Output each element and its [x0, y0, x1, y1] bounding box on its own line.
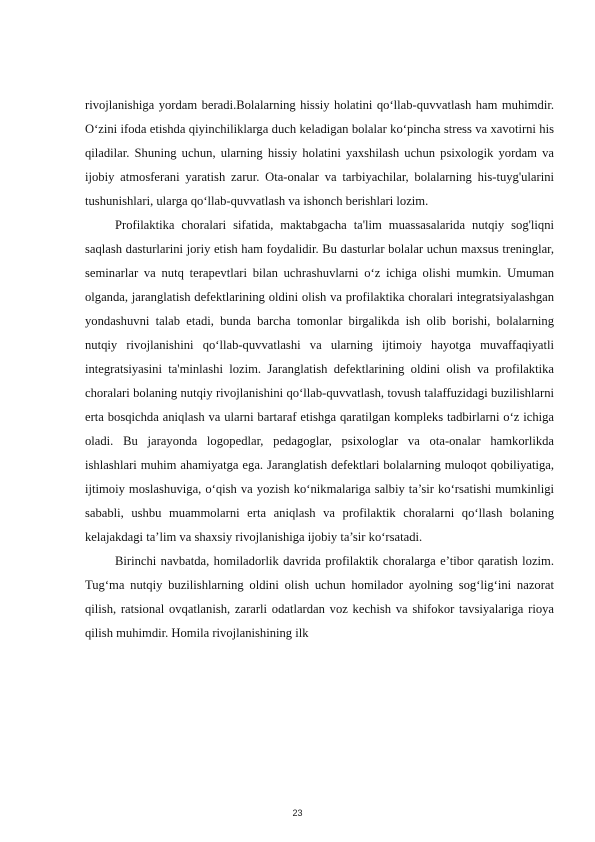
- body-text: [85, 93, 554, 645]
- page-number: 23: [292, 808, 303, 818]
- paragraph-pregnancy: Birinchi navbatda, homiladorlik davrida profilaktik choralarga e’tibor qaratish lozim. Tug‘ma nutqiy buzilishlarning oldini olish uchun homilador ayolning sog‘lig‘ini nazorat qilish, ratsional ovqatlanish, zararli odatlardan voz kechish va shifokor tavsiyalariga rioya qilish muhimdir. Homila rivojlanishining ilk: [85, 554, 554, 640]
- paragraph-prophylaxis: Profilaktika choralari sifatida, maktabgacha ta'lim muassasalarida nutqiy sog'liqni saqlash dasturlarini joriy etish ham foydalidir. Bu dasturlar bolalar uchun maxsus treninglar, seminarlar va nutq terapevtlari bilan uchrashuvlarni o‘z ichiga olishi mumkin. Umuman olganda, jaranglatish defektlarining oldini olish va profilaktika choralari integratsiyalashgan yondashuvni talab etadi, bunda barcha tomonlar birgalikda ish olib borishi, bolalarning nutqiy rivojlanishini qo‘llab-quvvatlashi va ularning ijtimoiy hayotga muvaffaqiyatli integratsiyasini ta'minlashi lozim. Jaranglatish defektlarining oldini olish va profilaktika choralari bolaning nutqiy rivojlanishini qo‘llab-quvvatlash, tovush talaffuzidagi buzilishlarni erta bosqichda aniqlash va ularni bartaraf etishga qaratilgan kompleks tadbirlarni o‘z ichiga oladi. Bu jarayonda logopedlar, pedagoglar, psixologlar va ota-onalar hamkorlikda ishlashlari muhim ahamiyatga ega. Jaranglatish defektlari bolalarning muloqot qobiliyatiga, ijtimoiy moslashuviga, o‘qish va yozish ko‘nikmalariga salbiy ta’sir ko‘rsatishi mumkinligi sababli, ushbu muammolarni erta aniqlash va profilaktik choralarni qo‘llash bolaning kelajakdagi ta’lim va shaxsiy rivojlanishiga ijobiy ta’sir ko‘rsatadi.: [85, 218, 554, 544]
- paragraph-continuation: rivojlanishiga yordam beradi.Bolalarning hissiy holatini qo‘llab-quvvatlash ham muhimdir. O‘zini ifoda etishda qiyinchiliklarga duch keladigan bolalar ko‘pincha stress va xavotirni his qiladilar. Shuning uchun, ularning hissiy holatini yaxshilash uchun psixologik yordam va ijobiy atmosferani yaratish zarur. Ota-onalar va tarbiyachilar, bolalarning his-tuyg'ularini tushunishlari, ularga qo‘llab-quvvatlash va ishonch berishlari lozim.: [85, 98, 554, 208]
